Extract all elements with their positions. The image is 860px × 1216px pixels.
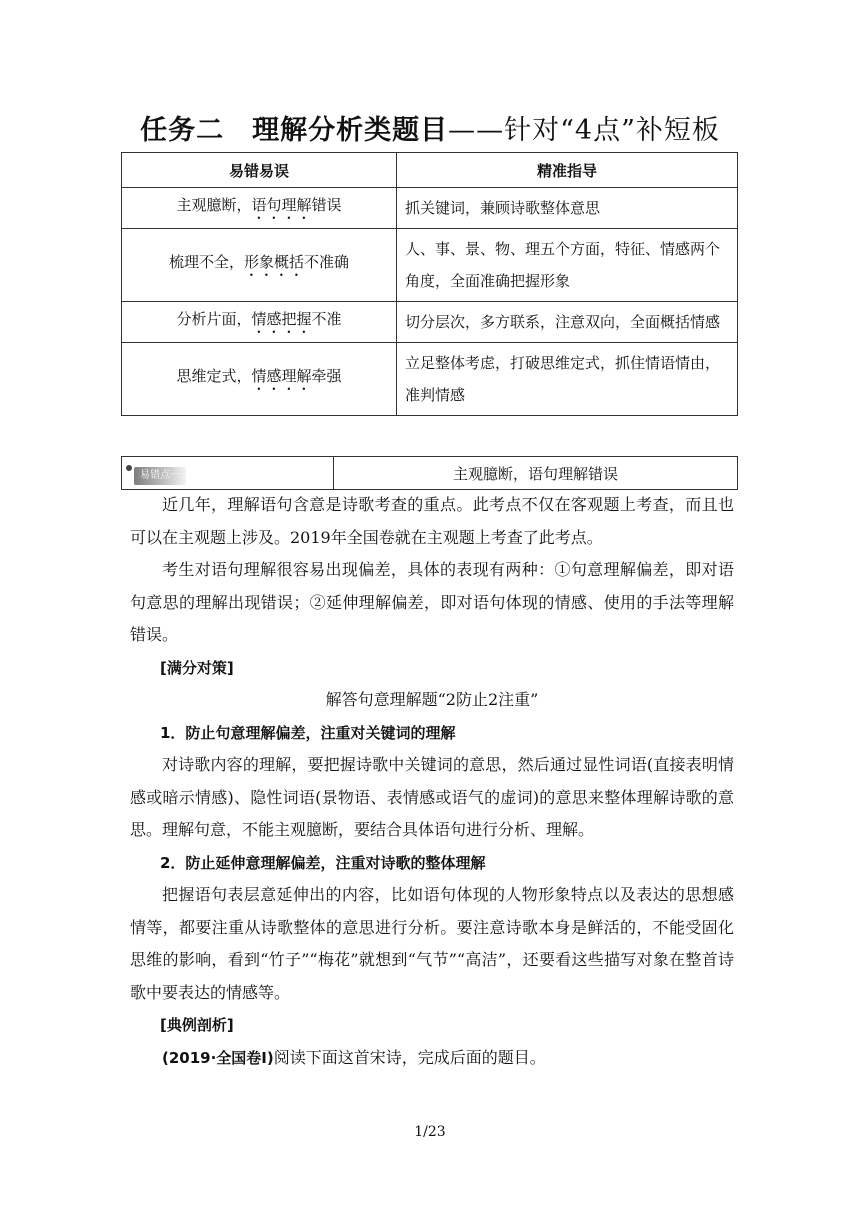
title-main: 任务二 理解分析类题目 <box>140 115 449 146</box>
subheading-example: [典例剖析] <box>160 1016 234 1034</box>
main-content <box>130 489 734 1074</box>
example-source-text: 阅读下面这首宋诗，完成后面的题目。 <box>273 1047 546 1067</box>
strategy-title: 解答句意理解题“2防止2注重” <box>325 690 539 709</box>
subheading-strategy: [满分对策] <box>160 658 234 677</box>
mistake-emphasis: 情感把握 <box>251 309 312 328</box>
section-tag-cell <box>122 457 334 490</box>
mistake-prefix: 分析片面， <box>176 309 252 328</box>
paragraph: 考生对语句理解很容易出现偏差，具体的表现有两种：①句意理解偏差，即对语句意思的理解出现错误；②延伸理解偏差，即对语句体现的情感、使用的手法等理解错误。 <box>130 560 734 644</box>
mistake-suffix: 牵强 <box>311 366 342 385</box>
title-sub: ——针对“4点”补短板 <box>448 115 720 146</box>
mistake-prefix: 梳理不全， <box>168 252 244 271</box>
mistake-emphasis: 形象概括 <box>243 252 304 271</box>
section-tag: 易错点一 <box>134 467 186 485</box>
table-row <box>122 343 738 416</box>
example-source-label: (2019·全国卷Ⅰ) <box>162 1048 274 1067</box>
example-source <box>130 1042 734 1075</box>
table-header-mistakes: 易错易误 <box>122 153 397 188</box>
section-heading: 主观臆断，语句理解错误 <box>334 457 738 490</box>
mistake-prefix: 主观臆断， <box>176 195 252 214</box>
paragraph: 对诗歌内容的理解，要把握诗歌中关键词的意思，然后通过显性词语(直接表明情感或暗示情感)、隐性词语(景物语、表情感或语气的虚词)的意思来整体理解诗歌的意思。理解句意，不能主观臆断，要结合具体语句进行分析、理解。 <box>130 755 734 839</box>
table-header-guidance: 精准指导 <box>397 153 738 188</box>
table-cell-guidance: 抓关键词，兼顾诗歌整体意思 <box>397 188 738 229</box>
guide-table <box>121 152 738 416</box>
table-cell-mistake <box>122 343 397 416</box>
table-header-row <box>122 153 738 188</box>
page-title <box>0 108 860 147</box>
table-cell-guidance: 人、事、景、物、理五个方面，特征、情感两个角度，全面准确把握形象 <box>397 229 738 302</box>
table-cell-mistake <box>122 188 397 229</box>
mistake-suffix: 不准确 <box>304 252 350 271</box>
section-banner <box>121 456 738 490</box>
mistake-suffix: 错误 <box>311 195 342 214</box>
paragraph: 把握语句表层意延伸出的内容，比如语句体现的人物形象特点以及表达的思想感情等，都要注重从诗歌整体的意思进行分析。要注意诗歌本身是鲜活的，不能受固化思维的影响，看到“竹子”“梅花”就想到“气节”“高洁”，还要看这些描写对象在整首诗歌中要表达的情感等。 <box>130 885 734 1002</box>
page-number: 1/23 <box>414 1124 446 1140</box>
paragraph: 近几年，理解语句含意是诗歌考查的重点。此考点不仅在客观题上考查，而且也可以在主观题上涉及。2019年全国卷就在主观题上考查了此考点。 <box>130 495 734 547</box>
table-row <box>122 229 738 302</box>
table-cell-mistake <box>122 302 397 343</box>
table-cell-mistake <box>122 229 397 302</box>
table-cell-guidance: 切分层次，多方联系，注意双向，全面概括情感 <box>397 302 738 343</box>
table-cell-guidance: 立足整体考虑，打破思维定式，抓住情语情由，准判情感 <box>397 343 738 416</box>
bullet-dot-icon <box>126 465 132 471</box>
mistake-emphasis: 语句理解 <box>251 195 312 214</box>
table-row <box>122 302 738 343</box>
table-row <box>122 188 738 229</box>
mistake-prefix: 思维定式， <box>176 366 252 385</box>
mistake-emphasis: 情感理解 <box>251 366 312 385</box>
subheading-point-2: 2．防止延伸意理解偏差，注重对诗歌的整体理解 <box>160 853 486 872</box>
subheading-point-1: 1．防止句意理解偏差，注重对关键词的理解 <box>160 723 456 742</box>
mistake-suffix: 不准 <box>311 309 342 328</box>
